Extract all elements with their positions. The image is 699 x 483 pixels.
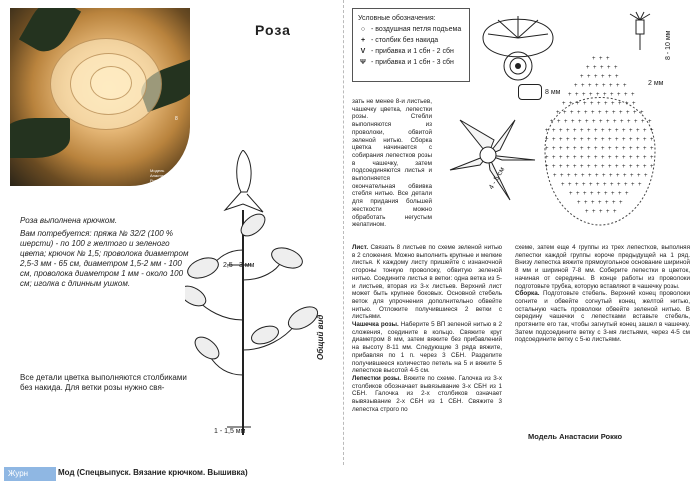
stitch-symbol: + [566, 155, 570, 161]
cup-dim-label: 8 мм [545, 89, 561, 96]
stitch-symbol: + [605, 200, 609, 206]
section-head: Лепестки розы. [352, 374, 402, 382]
stitch-symbol: + [552, 164, 556, 170]
stitch-symbol: + [599, 209, 603, 215]
legend-row [358, 24, 464, 35]
stitch-symbol: + [629, 155, 633, 161]
stitch-symbol: + [559, 137, 563, 143]
stitch-symbol: + [561, 182, 565, 188]
stitch-symbol: + [593, 65, 597, 71]
stitch-symbol: + [568, 182, 572, 188]
stitch-symbol: + [622, 155, 626, 161]
section-text: Связать 8 листьев по схеме зеленой нитью в 2 сложения. Можно выполнить крупные и мелкие листья. К каждому листу пришейте с изнаночной стороны тонкую проволоку, обвитую зеленой нитью. Соедините листья в ветки: одна ветка из 5-и листьев, вторая из 3-х листьев. Верхний лист может быть крупнее боковых. Основной стебель веток для упрочнения дополнительно обвейте нитью. Отложите получившиеся 2 ветки с листьями. [352, 244, 502, 321]
stitch-symbol: + [580, 74, 584, 80]
stitch-symbol: + [648, 119, 652, 125]
stitch-symbol: + [587, 155, 591, 161]
stitch-symbol: + [563, 110, 567, 116]
stitch-symbol: + [595, 173, 599, 179]
stitch-symbol: + [601, 155, 605, 161]
stitch-symbol: + [601, 146, 605, 152]
stitch-symbol: + [643, 155, 647, 161]
stitch-symbol: + [650, 137, 654, 143]
stitch-symbol: + [594, 164, 598, 170]
stitch-symbol: + [601, 164, 605, 170]
stitch-symbol: + [559, 155, 563, 161]
stitch-symbol: + [545, 164, 549, 170]
stitch-symbol: + [566, 146, 570, 152]
stitch-symbol: + [617, 182, 621, 188]
legend-symbol: + [360, 37, 366, 44]
stitch-symbol: + [623, 83, 627, 89]
stitch-symbol: + [638, 182, 642, 188]
photo-number: 8 [175, 116, 178, 122]
caption-line: Анастасии [150, 173, 170, 178]
stitch-symbol: + [606, 56, 610, 62]
stamen-body [636, 20, 644, 34]
dim-label-top: 2,5 - 3 мм [223, 262, 255, 269]
section-text: Наберите 5 ВП зеленой нитью в 2 сложения, соедините в кольцо. Свяжите круг диаметром 8 мм, затем вяжите без прибавлений на высоту 8-11 мм. Следующие 3 ряда вяжите, прибавляя по 1 п. через 3 СБН. Разделите получившееся количество петель на 5 и вяжите 5 лепестков высотой 4-5 см. [352, 321, 502, 375]
stitch-symbol: + [599, 56, 603, 62]
stitch-symbol: + [577, 200, 581, 206]
legend-symbol: Ψ [360, 59, 366, 66]
stitch-symbol: + [580, 137, 584, 143]
stitch-symbol: + [604, 101, 608, 107]
intro-lead: Роза выполнена крючком. [20, 216, 118, 225]
right-col [515, 244, 690, 344]
stitch-symbol: + [545, 128, 549, 134]
page-spine [343, 0, 344, 465]
leaf-star-diagram [440, 100, 540, 210]
stitch-symbol: + [573, 146, 577, 152]
stitch-symbol: + [620, 119, 624, 125]
leaf-shape [185, 254, 221, 282]
stitch-symbol: + [594, 74, 598, 80]
stitch-symbol: + [603, 182, 607, 188]
stitch-symbol: + [569, 191, 573, 197]
stitch-symbol: + [607, 65, 611, 71]
section-leaf [352, 244, 502, 321]
stitch-symbol: + [650, 146, 654, 152]
stitch-symbol: + [571, 119, 575, 125]
stitch-symbol: + [615, 137, 619, 143]
stitch-symbol: + [545, 137, 549, 143]
stitch-symbol: + [587, 137, 591, 143]
stitch-symbol: + [597, 191, 601, 197]
legend-text: - столбик без накида [371, 37, 439, 44]
rose-petal [90, 66, 132, 100]
stitch-symbol: + [636, 164, 640, 170]
stitch-symbol: + [602, 173, 606, 179]
stitch-symbol: + [570, 110, 574, 116]
stitch-symbol: + [625, 191, 629, 197]
stitch-symbol: + [629, 137, 633, 143]
stitch-symbol: + [626, 110, 630, 116]
stitch-symbol: + [567, 173, 571, 179]
stitch-symbol: + [583, 101, 587, 107]
stitch-symbol: + [611, 191, 615, 197]
stitch-symbol: + [600, 65, 604, 71]
section-head: Лист. [352, 244, 369, 251]
stitch-symbol: + [616, 83, 620, 89]
legend-symbol: V [360, 48, 366, 55]
stitch-symbol: + [598, 110, 602, 116]
stitch-symbol: + [619, 110, 623, 116]
stitch-symbol: + [622, 128, 626, 134]
stitch-symbol: + [606, 209, 610, 215]
stitch-symbol: + [650, 128, 654, 134]
stitch-symbol: + [562, 101, 566, 107]
stitch-symbol: + [592, 119, 596, 125]
stitch-symbol: + [619, 200, 623, 206]
legend-symbol: ○ [360, 26, 366, 33]
stitch-symbol: + [594, 137, 598, 143]
stitch-symbol: + [611, 101, 615, 107]
stitch-symbol: + [613, 209, 617, 215]
stitch-symbol: + [634, 119, 638, 125]
photo-caption [150, 168, 190, 183]
stitch-symbol: + [616, 173, 620, 179]
stitch-symbol: + [566, 137, 570, 143]
stitch-symbol: + [576, 101, 580, 107]
stitch-symbol: + [613, 119, 617, 125]
stitch-symbol: + [566, 128, 570, 134]
leaf-shape [269, 244, 305, 272]
stitch-symbol: + [644, 173, 648, 179]
stitch-symbol: + [596, 92, 600, 98]
stitch-symbol: + [573, 155, 577, 161]
stitch-symbol: + [629, 128, 633, 134]
stitch-symbol: + [559, 146, 563, 152]
stitch-symbol: + [545, 146, 549, 152]
stitch-symbol: + [636, 155, 640, 161]
stitch-symbol: + [617, 92, 621, 98]
stitch-symbol: + [596, 182, 600, 188]
stitch-symbol: + [636, 137, 640, 143]
section-text: схеме, затем еще 4 группы из трех лепестков, выполняя лепестки каждой группы короче предыдущей на 1 ряд. Внизу лепестка вяжите прямоугольное основание шириной 8 мм и шириной 7-8 мм. Соберите лепестки в цветок, начиная от середины. В конце работы из проволоки подготовьте трубка, которую вставляют в чашечку розы. [515, 244, 690, 290]
stitch-symbol: + [574, 83, 578, 89]
stitch-symbol: + [610, 92, 614, 98]
stitch-symbol: + [589, 92, 593, 98]
stitch-symbol: + [553, 173, 557, 179]
caption-line: Рокко [150, 178, 161, 183]
stitch-symbol: + [552, 146, 556, 152]
stitch-symbol: + [594, 128, 598, 134]
stitch-symbol: + [615, 74, 619, 80]
stitch-symbol: + [606, 119, 610, 125]
middle-col-bottom [352, 244, 502, 413]
legend-row [358, 57, 464, 68]
stitch-symbol: + [629, 146, 633, 152]
stitch-symbol: + [615, 128, 619, 134]
stitch-symbol: + [597, 101, 601, 107]
stitch-symbol: + [590, 101, 594, 107]
stitch-symbol: + [601, 137, 605, 143]
stitch-symbol: + [650, 155, 654, 161]
stitch-symbol: + [650, 164, 654, 170]
stitch-symbol: + [624, 182, 628, 188]
stitch-symbol: + [574, 173, 578, 179]
sepal-shape [225, 192, 263, 212]
stitch-symbol: + [609, 83, 613, 89]
stitch-symbol: + [633, 110, 637, 116]
caption-line: Модель [150, 168, 165, 173]
stitch-symbol: + [559, 128, 563, 134]
leaf-dim-label: 4 - 5 см [488, 166, 507, 191]
stitch-symbol: + [577, 110, 581, 116]
stitch-symbol: + [636, 146, 640, 152]
stitch-symbol: + [564, 119, 568, 125]
stitch-symbol: + [569, 101, 573, 107]
general-view-label: Общий вид [316, 314, 325, 360]
stitch-symbol: + [608, 155, 612, 161]
stitch-symbol: + [592, 209, 596, 215]
model-credit: Модель Анастасии Рокко [528, 432, 623, 441]
stitch-symbol: + [550, 119, 554, 125]
footer-title: Мод (Спецвыпуск. Вязание крючком. Вышивка) [58, 468, 248, 477]
leaf-shape [237, 210, 269, 240]
stitch-symbol: + [615, 146, 619, 152]
stitch-symbol: + [588, 173, 592, 179]
stitch-symbol: + [609, 173, 613, 179]
stitch-symbol: + [568, 92, 572, 98]
page-label: Журн [4, 467, 56, 481]
stitch-symbol: + [584, 110, 588, 116]
stitch-symbol: + [552, 137, 556, 143]
page-title: Роза [255, 22, 291, 38]
legend-text: - прибавка и 1 сбн - 3 сбн [371, 59, 454, 66]
legend-row [358, 46, 464, 57]
stitch-symbol: + [581, 173, 585, 179]
rose-photo [10, 8, 190, 186]
stem-diagram [185, 150, 335, 450]
intro-materials: Вам потребуется: пряжа № 32/2 (100 % шерсти) - по 100 г желтого и зеленого цвета; крючок № 1,5; проволока диаметром 2,5-3 мм - 65 см, диаметром 1,5-2 мм - 100 см, проволока диаметром 1 мм - около 100 см; иголка с длинным ушком. [20, 229, 189, 288]
stitch-symbol: + [588, 83, 592, 89]
stitch-symbol: + [599, 119, 603, 125]
stitch-symbol: + [629, 164, 633, 170]
stitch-symbol: + [556, 110, 560, 116]
section-assembly [515, 290, 690, 344]
stitch-symbol: + [573, 164, 577, 170]
stitch-symbol: + [608, 137, 612, 143]
stitch-symbol: + [589, 182, 593, 188]
stitch-symbol: + [582, 182, 586, 188]
stitch-symbol: + [624, 92, 628, 98]
stitch-symbol: + [580, 155, 584, 161]
stitch-symbol: + [631, 182, 635, 188]
stitch-symbol: + [643, 128, 647, 134]
stitch-symbol: + [622, 164, 626, 170]
stitch-symbol: + [618, 101, 622, 107]
stitch-symbol: + [585, 209, 589, 215]
stitch-symbol: + [598, 200, 602, 206]
stitch-symbol: + [608, 164, 612, 170]
leaf-shape [185, 282, 209, 310]
stitch-symbol: + [583, 191, 587, 197]
stitch-symbol: + [587, 128, 591, 134]
legend-text: - воздушная петля подъема [371, 26, 462, 33]
stitch-symbol: + [576, 191, 580, 197]
stitch-symbol: + [612, 110, 616, 116]
stitch-symbol: + [605, 110, 609, 116]
stitch-symbol: + [618, 191, 622, 197]
stitch-symbol: + [601, 74, 605, 80]
stitch-symbol: + [612, 200, 616, 206]
stitch-symbol: + [595, 83, 599, 89]
cap-dim2-label: 2 мм [648, 80, 664, 87]
stitch-symbol: + [630, 173, 634, 179]
leaf-shape [191, 333, 223, 363]
section-cup [352, 321, 502, 375]
stitch-symbol: + [640, 110, 644, 116]
stitch-symbol: + [580, 164, 584, 170]
section-text: Подготовьте стебель. Верхний конец проволоки согните и обвейте согнутый конец желтой нитью, остальную часть проволоки обвейте зеленой нитью. В середину чашечки с лепестками вставьте стебель, протяните его так, чтобы загнутый конец зашел в чашечку. Затем подсоедините ветку с 3-мя листьями, через 4-5 см подсоедините ветку с 5-ю листьями. [515, 290, 690, 344]
stitch-symbol: + [575, 92, 579, 98]
stitch-symbol: + [603, 92, 607, 98]
stitch-symbol: + [631, 92, 635, 98]
page-footer [0, 465, 699, 483]
stitch-symbol: + [552, 128, 556, 134]
stitch-symbol: + [560, 173, 564, 179]
stitch-symbol: + [614, 65, 618, 71]
stitch-symbol: + [585, 119, 589, 125]
stitch-symbol: + [591, 110, 595, 116]
intro-block [20, 216, 190, 289]
stitch-symbol: + [615, 164, 619, 170]
section-head: Чашечка розы. [352, 321, 399, 329]
legend-box [352, 8, 470, 82]
section-continued [515, 244, 690, 290]
stitch-symbol: + [587, 146, 591, 152]
section-head: Сборка. [515, 290, 540, 298]
stitch-symbol: + [604, 191, 608, 197]
stitch-symbol: + [636, 128, 640, 134]
middle-col-top: зать не менее 8-и листьев, чашечку цветка, лепестки розы. Стебли выполняются из проволоки, обвитой зеленой нитью. Сборка цветка начинается с собирания лепестков розы в чашечку, затем подсоединяются листья и выполняется окончательная обвивка стебля нитью. Все детали для придания большей жесткости можно обработать негустым желатином. [352, 98, 432, 229]
stitch-symbol: + [594, 146, 598, 152]
stitch-symbol: + [623, 173, 627, 179]
stitch-symbol: + [581, 83, 585, 89]
stitch-symbol: + [573, 137, 577, 143]
stitch-symbol: + [625, 101, 629, 107]
stitch-symbol: + [586, 65, 590, 71]
stitch-symbol: + [587, 164, 591, 170]
stitch-symbol: + [594, 155, 598, 161]
stitch-symbol: + [592, 56, 596, 62]
stitch-symbol: + [590, 191, 594, 197]
stitch-symbol: + [580, 128, 584, 134]
stitch-symbol: + [552, 155, 556, 161]
stitch-symbol: + [566, 164, 570, 170]
bud-shape [237, 150, 251, 192]
stitch-symbol: + [643, 137, 647, 143]
note-bottom: Все детали цветка выполняются столбиками без накида. Для ветки розы нужно свя- [20, 373, 187, 392]
ring-center [515, 63, 521, 69]
stitch-symbol: + [559, 164, 563, 170]
stitch-symbol: + [602, 83, 606, 89]
stitch-symbol: + [622, 137, 626, 143]
stitch-symbol: + [557, 119, 561, 125]
stitch-symbol: + [580, 146, 584, 152]
stitch-symbol: + [637, 173, 641, 179]
stitch-symbol: + [545, 155, 549, 161]
section-petals [352, 375, 502, 414]
dim-label-bottom: 1 - 1,5 мм [214, 428, 246, 435]
stitch-symbol: + [608, 74, 612, 80]
stitch-symbol: + [601, 128, 605, 134]
stitch-symbol: + [573, 128, 577, 134]
stitch-symbol: + [584, 200, 588, 206]
leaf-center [480, 147, 496, 163]
stitch-symbol: + [643, 164, 647, 170]
stitch-symbol: + [622, 146, 626, 152]
stitch-symbol: + [643, 146, 647, 152]
stitch-symbol: + [591, 200, 595, 206]
stitch-symbol: + [587, 74, 591, 80]
stitch-symbol: + [608, 128, 612, 134]
stitch-symbol: + [627, 119, 631, 125]
stitch-symbol: + [641, 119, 645, 125]
leaf-shape [249, 323, 281, 348]
legend-row [358, 35, 464, 46]
stitch-symbol: + [582, 92, 586, 98]
cap-dim-label: 8 - 10 мм [665, 30, 672, 60]
stitch-symbol: + [632, 101, 636, 107]
legend-title: Условные обозначения: [358, 15, 436, 22]
section-text: Вяжите по схеме. Галочка из 3-х столбиков обозначает вывязывание 3-х СБН из 1 СБН. Галочка из 2-х столбиков означает вывязывание 2-х СБН из 1 СБН. Свяжите 3 лепестка строго по [352, 374, 503, 413]
stitch-symbol: + [608, 146, 612, 152]
stitch-symbol: + [615, 155, 619, 161]
stitch-symbol: + [575, 182, 579, 188]
leaf-shape [10, 118, 70, 158]
stitch-symbol: + [610, 182, 614, 188]
stitch-symbol: + [578, 119, 582, 125]
legend-text: - прибавка и 1 сбн - 2 сбн [371, 48, 454, 55]
